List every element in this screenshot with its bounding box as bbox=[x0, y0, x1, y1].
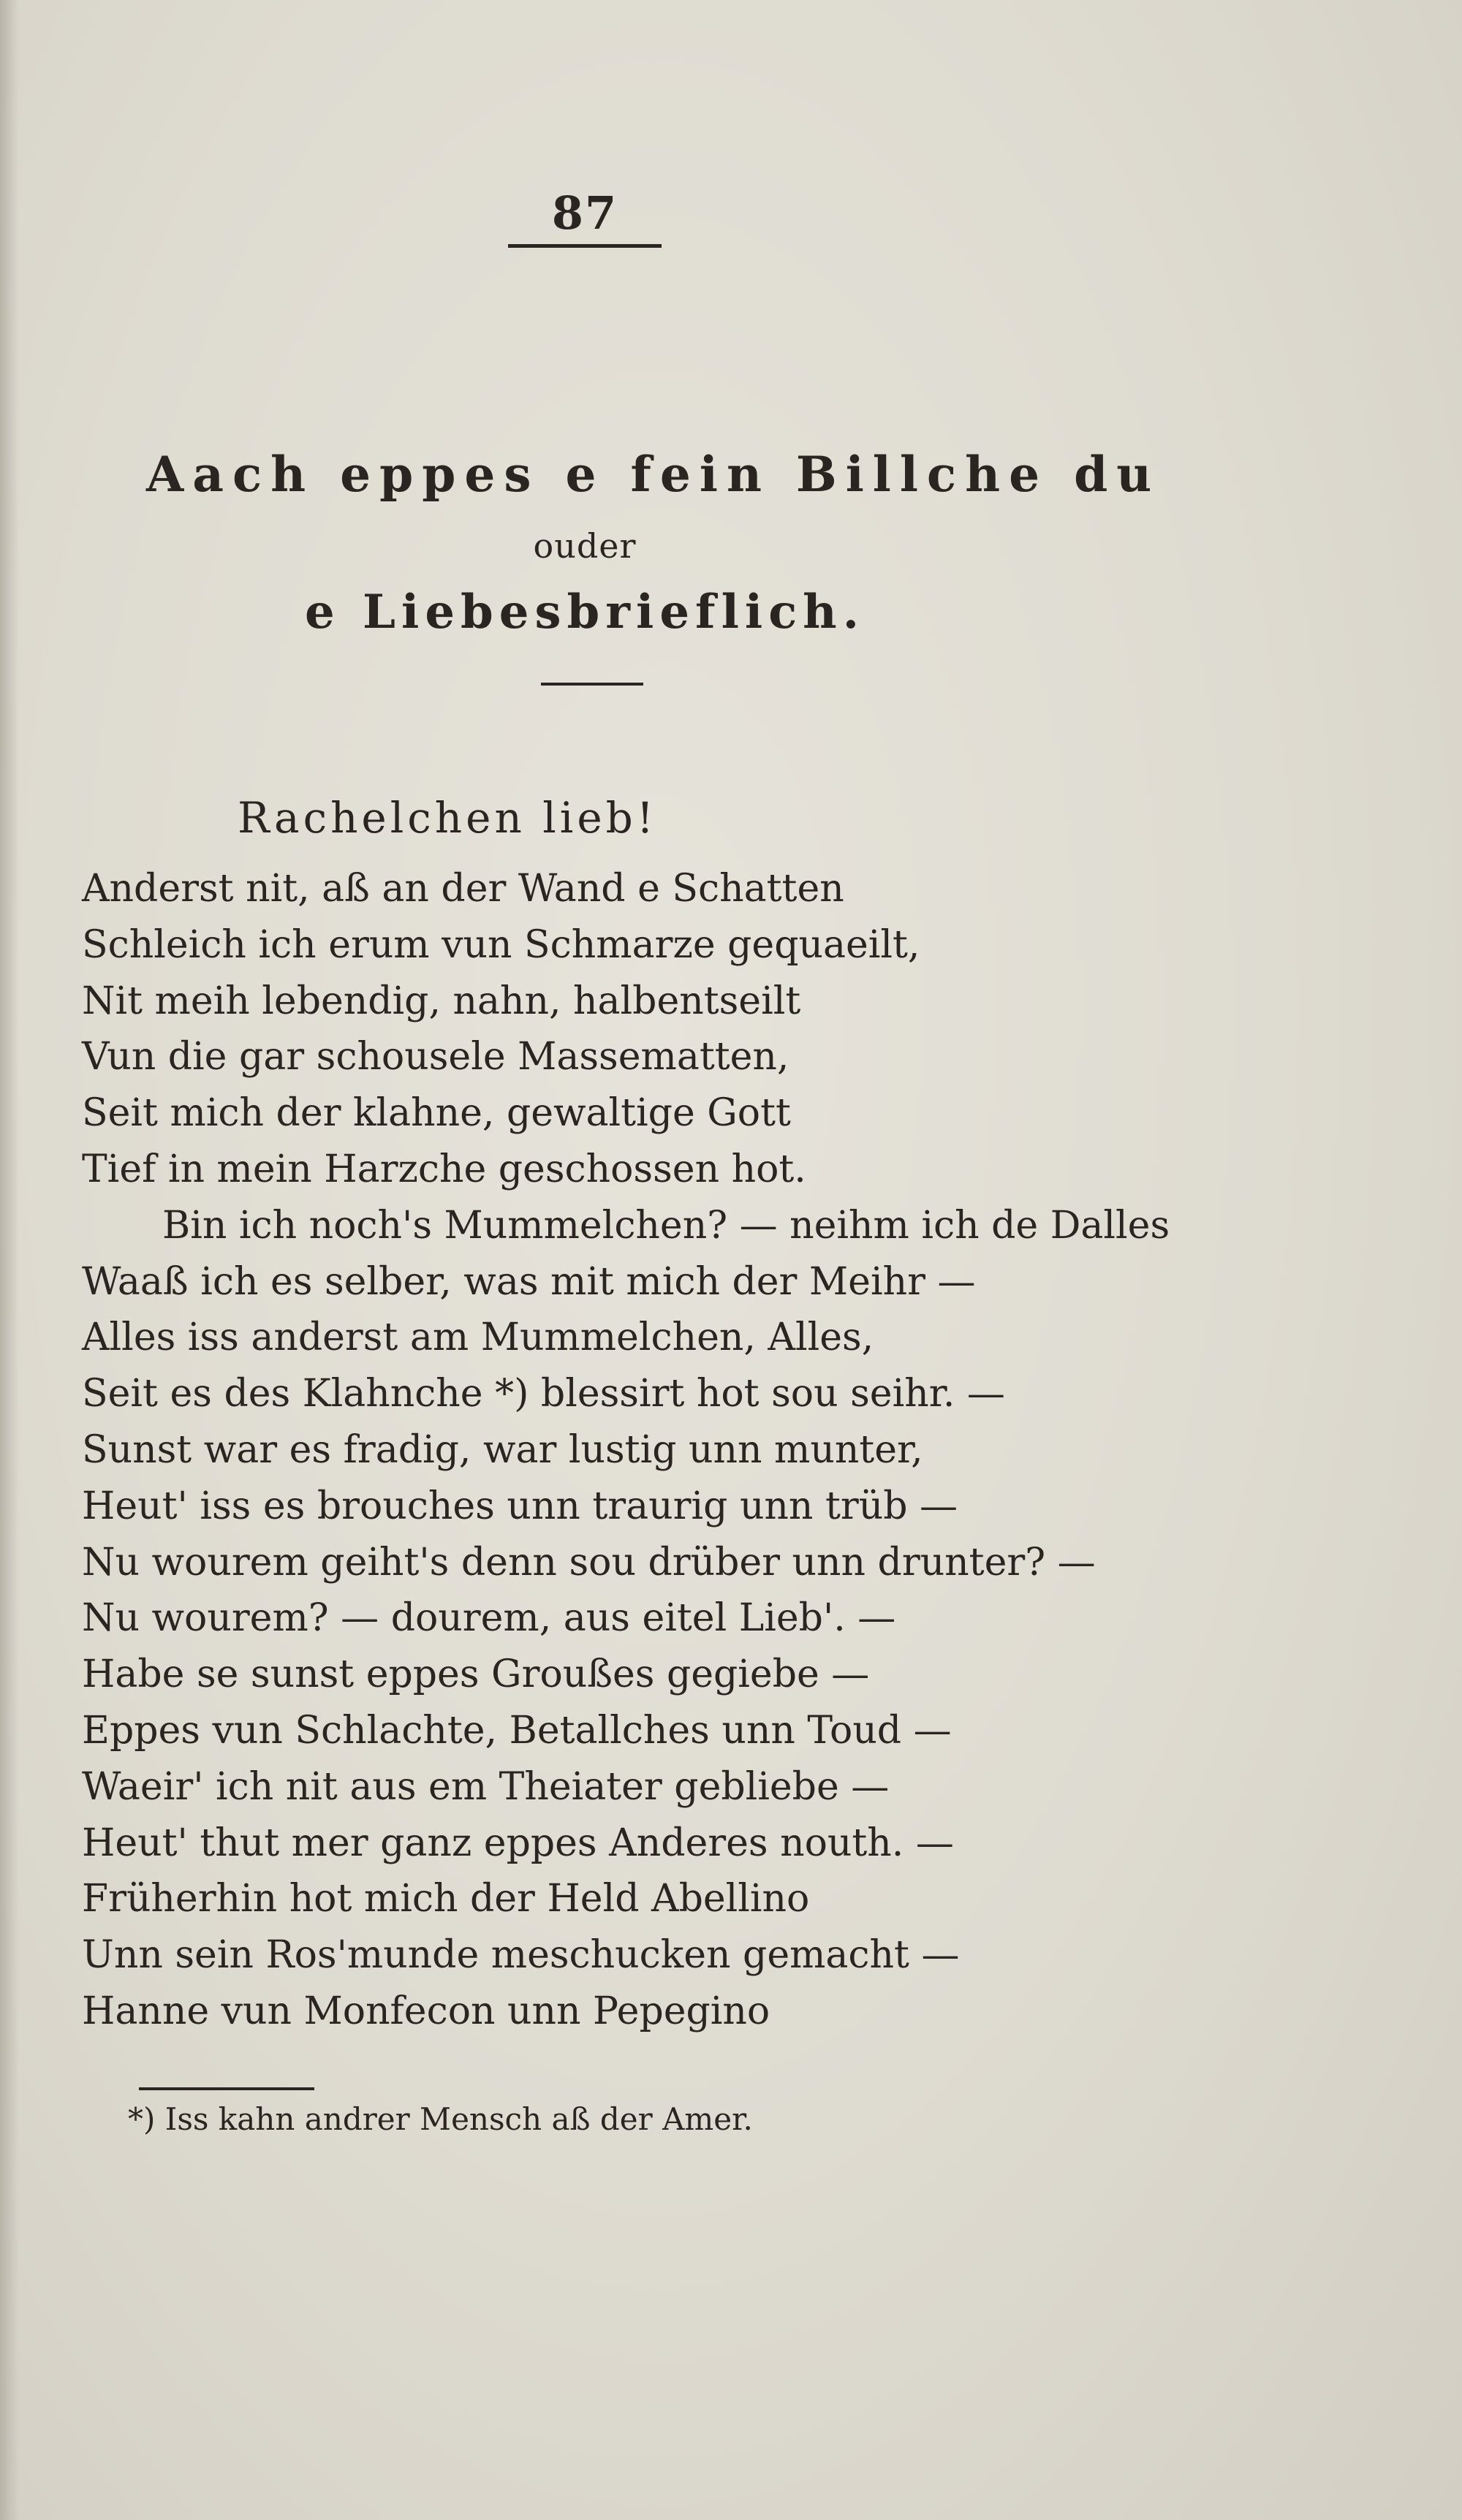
poem-line: Habe se sunst eppes Groußes gegiebe — bbox=[82, 1652, 870, 1697]
poem-line: Seit mich der klahne, gewaltige Gott bbox=[82, 1091, 791, 1136]
poem-body bbox=[82, 861, 1222, 2040]
poem-subtitle: e Liebesbrieflich. bbox=[305, 585, 865, 640]
poem-line: Nit meih lebendig, nahn, halbentseilt bbox=[82, 979, 801, 1023]
poem-line: Tief in mein Harzche geschossen hot. bbox=[82, 1147, 806, 1191]
poem-line: Seit es des Klahnche *) blessirt hot sou seihr. — bbox=[82, 1372, 1005, 1416]
title-rule bbox=[541, 683, 643, 686]
poem-title-connector: ouder bbox=[533, 526, 637, 566]
poem-line: Früherhin hot mich der Held Abellino bbox=[82, 1877, 810, 1921]
poem-line: Eppes vun Schlachte, Betallches unn Toud — bbox=[82, 1708, 952, 1753]
poem-line: Bin ich noch's Mummelchen? — neihm ich de Dalles bbox=[162, 1203, 1170, 1248]
page-number: 87 bbox=[551, 186, 618, 240]
footnote: *) Iss kahn andrer Mensch aß der Amer. bbox=[128, 2101, 753, 2137]
poem-line: Nu wourem? — dourem, aus eitel Lieb'. — bbox=[82, 1596, 896, 1641]
poem-line: Waeir' ich nit aus em Theiater gebliebe — bbox=[82, 1764, 890, 1809]
header-rule bbox=[508, 244, 662, 248]
poem-line: Anderst nit, aß an der Wand e Schatten bbox=[82, 867, 844, 911]
poem-line: Heut' iss es brouches unn traurig unn trüb — bbox=[82, 1484, 958, 1528]
poem-line: Sunst war es fradig, war lustig unn munter, bbox=[82, 1427, 923, 1472]
poem-line: Alles iss anderst am Mummelchen, Alles, bbox=[82, 1316, 874, 1360]
page-binding-shadow bbox=[0, 0, 19, 2520]
poem-line: Nu wourem geiht's denn sou drüber unn drunter? — bbox=[82, 1540, 1096, 1585]
footnote-rule bbox=[139, 2087, 314, 2090]
poem-line: Hanne vun Monfecon unn Pepegino bbox=[82, 1989, 770, 2033]
poem-line: Waaß ich es selber, was mit mich der Meihr — bbox=[82, 1259, 976, 1304]
salutation: Rachelchen lieb! bbox=[238, 793, 658, 843]
poem-line: Vun die gar schousele Massematten, bbox=[82, 1035, 789, 1079]
poem-line: Schleich ich erum vun Schmarze gequaeilt, bbox=[82, 922, 920, 967]
poem-title: Aach eppes e fein Billche du bbox=[146, 446, 1161, 503]
poem-line: Unn sein Ros'munde meschucken gemacht — bbox=[82, 1933, 960, 1978]
poem-line: Heut' thut mer ganz eppes Anderes nouth. — bbox=[82, 1821, 954, 1865]
